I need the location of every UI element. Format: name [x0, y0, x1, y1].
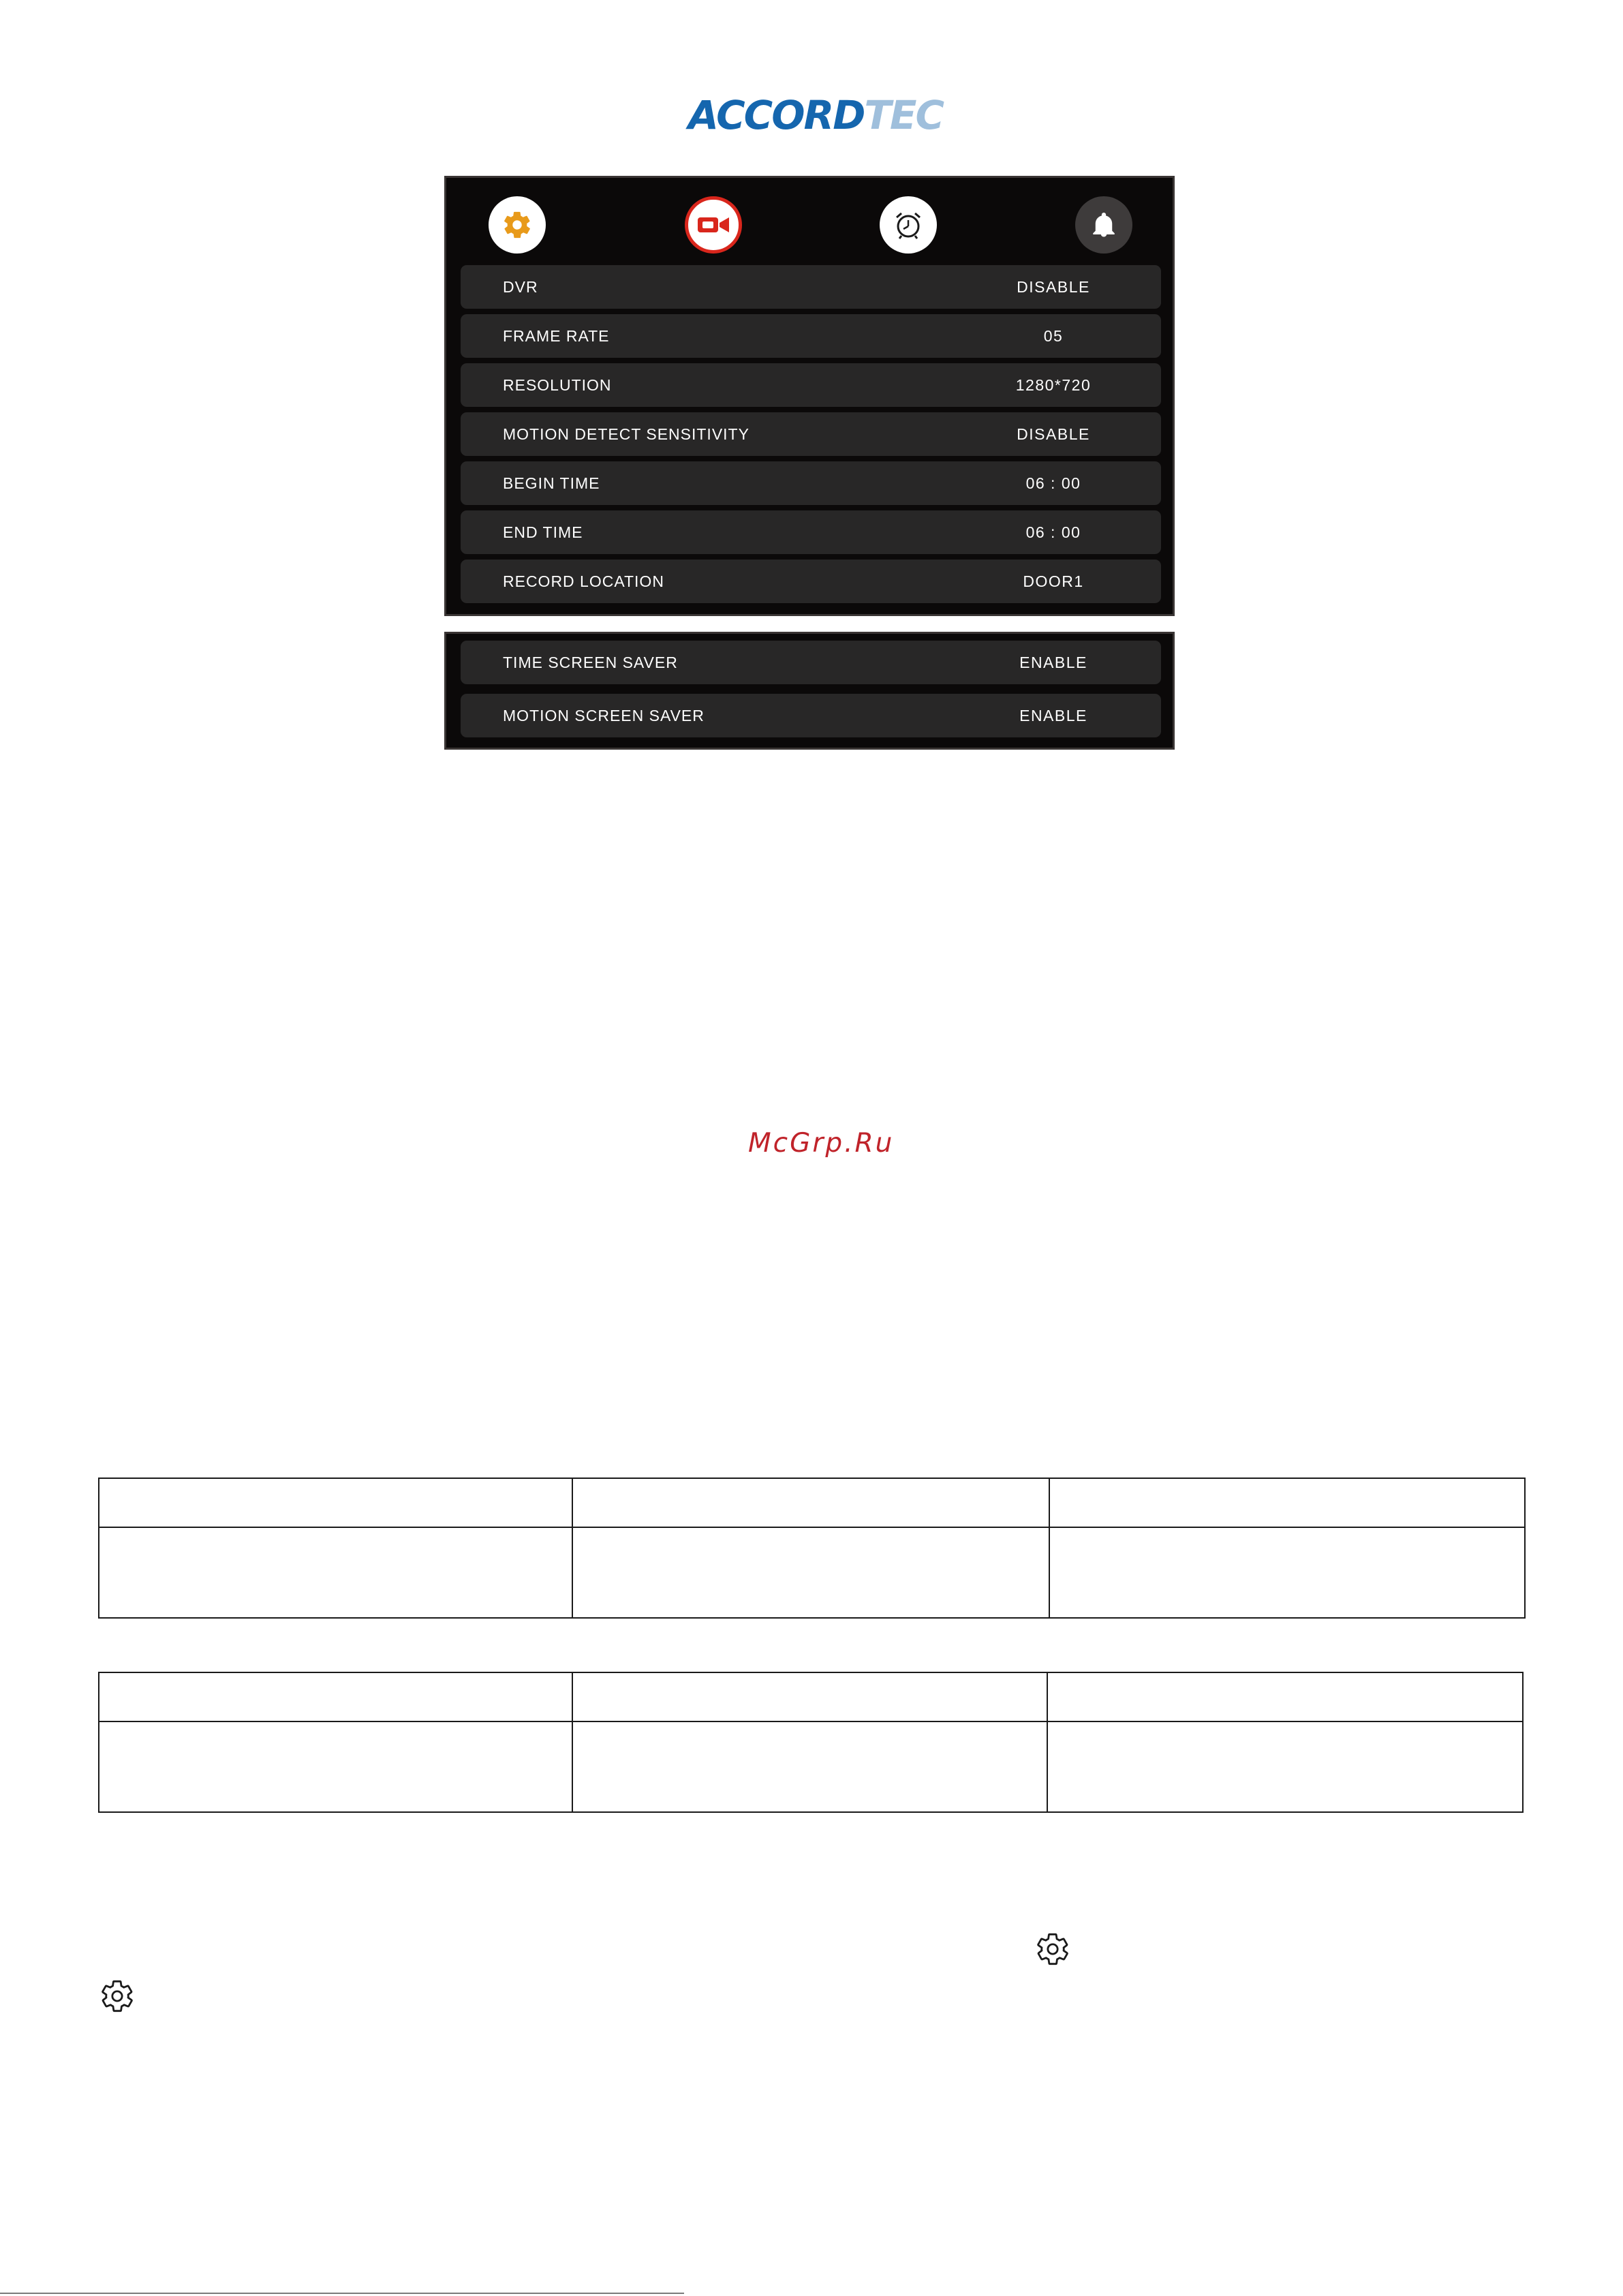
table-row	[99, 1721, 1523, 1812]
table-row	[99, 1478, 1525, 1527]
row-label: TIME SCREEN SAVER	[503, 654, 678, 671]
table-cell	[1049, 1478, 1525, 1527]
table-cell	[1047, 1721, 1523, 1812]
tab-alarm-clock[interactable]	[880, 196, 937, 254]
menu-row-dvr[interactable]	[461, 265, 1161, 309]
table-cell	[572, 1527, 1049, 1618]
row-label: RESOLUTION	[503, 376, 612, 394]
table-cell	[99, 1527, 572, 1618]
row-value: 1280*720	[1015, 376, 1092, 394]
tab-dvr-recording[interactable]	[685, 196, 742, 254]
bell-icon	[1089, 211, 1118, 239]
menu-row-resolution[interactable]	[461, 363, 1161, 407]
row-value: 06 : 00	[1025, 523, 1081, 541]
row-label: FRAME RATE	[503, 327, 610, 345]
menu-row-motion-screen-saver[interactable]	[461, 694, 1161, 737]
table-cell	[1049, 1527, 1525, 1618]
table-cell	[572, 1672, 1047, 1721]
row-label: MOTION DETECT SENSITIVITY	[503, 425, 749, 443]
row-value: ENABLE	[1019, 654, 1087, 671]
row-label: RECORD LOCATION	[503, 572, 664, 590]
table-cell	[572, 1721, 1047, 1812]
table-cell	[99, 1672, 572, 1721]
dvr-settings-menu	[444, 176, 1175, 616]
table-row	[99, 1527, 1525, 1618]
tab-general-settings[interactable]	[489, 196, 546, 254]
menu-row-frame-rate[interactable]	[461, 314, 1161, 358]
table-cell	[572, 1478, 1049, 1527]
menu-row-begin-time[interactable]	[461, 461, 1161, 505]
gear-outline-icon	[1035, 1931, 1070, 1967]
menu-row-end-time[interactable]	[461, 510, 1161, 554]
gear-icon	[501, 209, 533, 241]
accordtec-logo	[688, 91, 944, 139]
table-row	[99, 1672, 1523, 1721]
empty-table	[98, 1672, 1524, 1813]
menu-row-time-screen-saver[interactable]	[461, 641, 1161, 684]
screen-saver-menu	[444, 632, 1175, 750]
row-label: BEGIN TIME	[503, 474, 600, 492]
row-value: DOOR1	[1023, 572, 1084, 590]
row-label: END TIME	[503, 523, 583, 541]
logo-text-accord: ACCORD	[688, 92, 865, 138]
watermark: McGrp.Ru	[748, 1128, 895, 1159]
empty-table	[98, 1478, 1526, 1619]
row-value: DISABLE	[1017, 425, 1090, 443]
row-value: 06 : 00	[1025, 474, 1081, 492]
footer-divider	[0, 2293, 684, 2294]
row-label: DVR	[503, 278, 538, 296]
alarm-clock-icon	[891, 208, 925, 242]
video-camera-icon	[696, 215, 730, 235]
row-value: DISABLE	[1017, 278, 1090, 296]
table-cell	[99, 1721, 572, 1812]
row-value: 05	[1043, 327, 1064, 345]
row-label: MOTION SCREEN SAVER	[503, 707, 705, 724]
logo-text-tec: TEC	[864, 92, 944, 138]
gear-outline-icon	[99, 1978, 135, 2014]
table-cell	[99, 1478, 572, 1527]
menu-row-record-location[interactable]	[461, 560, 1161, 603]
tab-notifications[interactable]	[1075, 196, 1132, 254]
row-value: ENABLE	[1019, 707, 1087, 724]
table-cell	[1047, 1672, 1523, 1721]
menu-row-motion-detect-sensitivity[interactable]	[461, 412, 1161, 456]
